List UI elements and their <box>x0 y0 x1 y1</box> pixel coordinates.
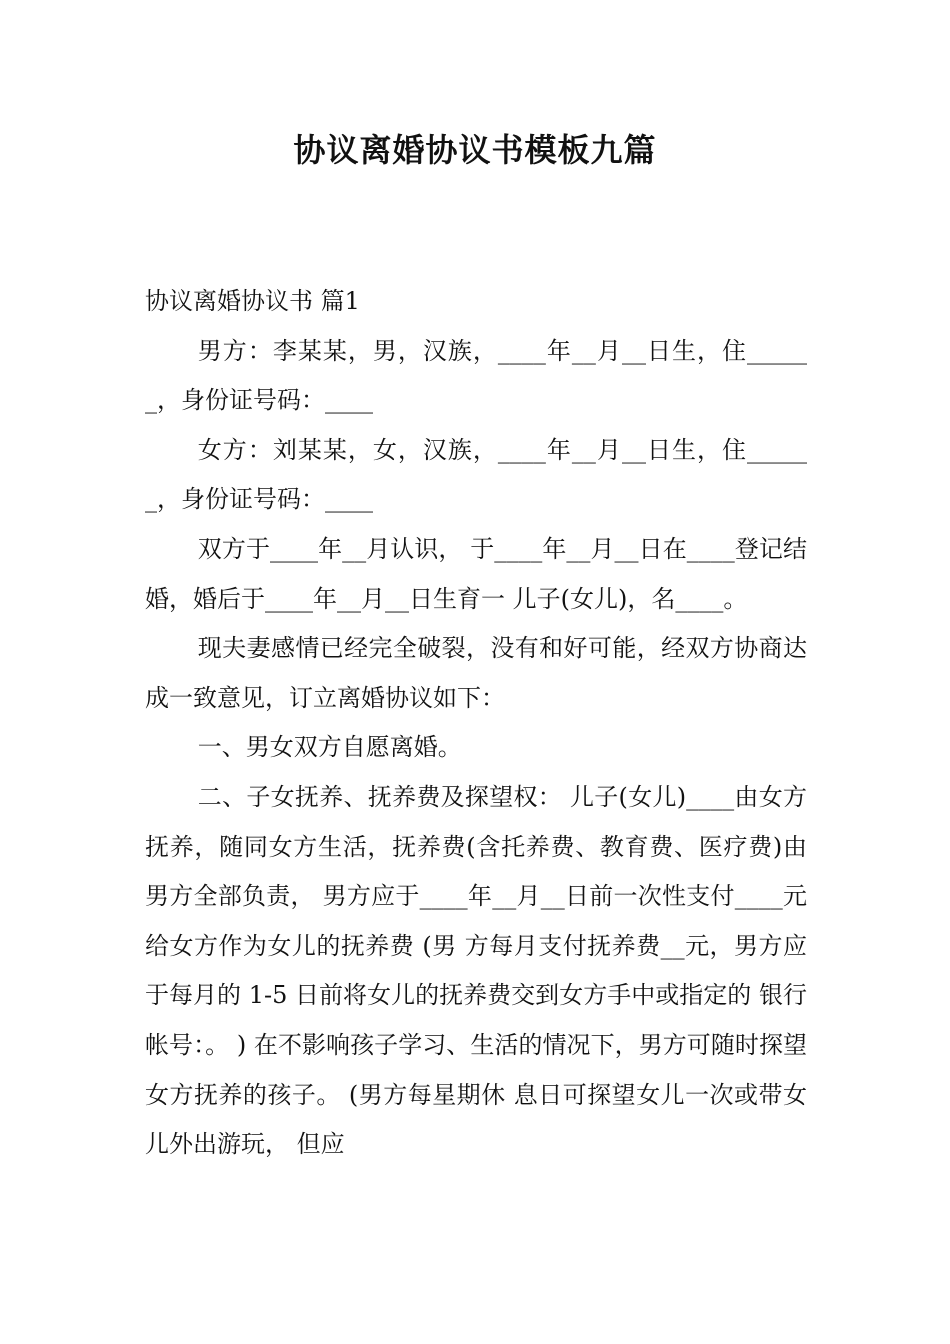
paragraph-agreement-intro: 现夫妻感情已经完全破裂，没有和好可能，经双方协商达成一致意见，订立离婚协议如下： <box>145 634 807 712</box>
paragraph-clause-two: 二、子女抚养、抚养费及探望权： 儿子(女儿)____由女方抚养，随同女方生活，抚养费(含托养费、教育费、医疗费)由 男方全部负责， 男方应于____年__月__日前一次性支付____元给女方作为女儿的抚养费 (男 方每月支付抚养费__元，男方应于每月的 1-5 日前将女儿的抚养费交到女方手中或指定的 银行帐号：。 ) 在不影响孩子学习、生活的情况下，男方可随时探望女方抚养的孩子。 (男方每星期休 息日可探望女儿一次或带女儿外出游玩， 但应 <box>145 782 807 1159</box>
paragraph-clause-one: 一、男女双方自愿离婚。 <box>197 733 462 762</box>
paragraph-marriage-history: 双方于____年__月认识， 于____年__月__日在____登记结婚，婚后于____年__月__日生育一 儿子(女儿)，名____。 <box>145 534 807 613</box>
document-body <box>145 277 807 1170</box>
document-title: 协议离婚协议书模板九篇 <box>293 131 657 169</box>
section-heading: 协议离婚协议书 篇1 <box>145 287 360 315</box>
paragraph-male-party: 男方：李某某，男，汉族，____年__月__日生，住______，身份证号码：____ <box>145 336 807 415</box>
paragraph-female-party: 女方：刘某某，女，汉族，____年__月__日生，住______，身份证号码：____ <box>145 435 807 514</box>
